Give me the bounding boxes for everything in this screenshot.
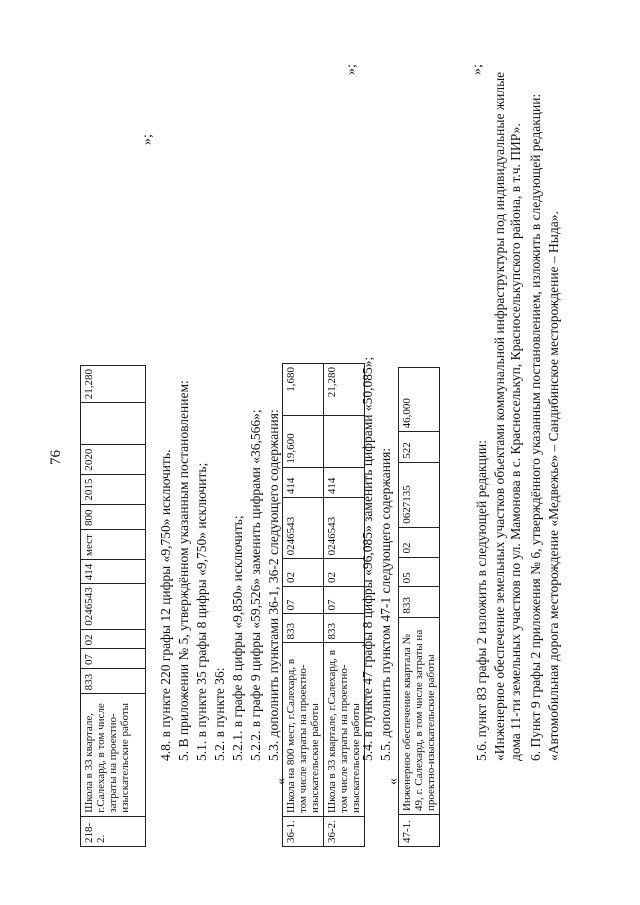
table-cell: 36-1. [283, 817, 324, 847]
closing-quote: »; [140, 134, 155, 145]
table-cell [81, 403, 146, 444]
table-cell: 414 [283, 467, 324, 497]
table-cell: 833 [324, 614, 365, 643]
table-cell: Инженерное обеспечение квартала № 49, г. Салехард, в том числе затраты на проектно-изыскательские работы [399, 617, 440, 814]
table-cell: 833 [283, 614, 324, 643]
table-cell: 07 [81, 649, 146, 669]
table-cell: 05 [399, 557, 440, 587]
table-cell: 21,280 [81, 366, 146, 403]
table-cell: 414 [81, 559, 146, 583]
table-cell: 0246543 [81, 584, 146, 630]
table-cell: 2015 [81, 474, 146, 504]
closing-quote: »; [470, 64, 485, 75]
paragraph-5-2-2: 5.2.2. в графе 9 цифры «59,526» заменить цифрами «36,566»; [248, 409, 263, 761]
table-cell: 1,680 [283, 364, 324, 416]
paragraph-5-1: 5.1. в пункте 35 графы 8 цифры «9,750» исключить; [194, 462, 209, 761]
table-cell: 02 [81, 629, 146, 649]
table-cell: 21,280 [324, 364, 365, 416]
table-cell: 522 [399, 432, 440, 462]
paragraph-5-3: 5.3. дополнить пунктами 36-1, 36-2 следующего содержания: [266, 409, 281, 761]
closing-quote: »; [344, 64, 359, 75]
paragraph-5-2-1: 5.2.1. в графе 8 цифры «9,850» исключить; [230, 515, 245, 761]
table-cell [324, 415, 365, 467]
paragraph-5-6: 5.6. пункт 83 графы 2 изложить в следующей редакции: [474, 439, 489, 761]
table-cell: 833 [399, 587, 440, 617]
paragraph-5-4: 5.4. в пункте 47 графы 8 цифры «96,085» заменить цифрами «50,085»; [360, 356, 375, 761]
table-row [81, 366, 146, 847]
table-cell: 02 [324, 559, 365, 587]
table-cell: Школа в 33 квартале, г.Салехард, в том числе затраты на проектно-изыскательские работы [81, 694, 146, 816]
table-appendix-rows-36 [282, 363, 365, 847]
table-appendix-row-47-1 [398, 367, 440, 847]
table-cell: 02 [399, 527, 440, 557]
table-cell: 46,000 [399, 368, 440, 432]
paragraph-4-8: 4.8. в пункте 220 графы 12 цифры «9,750» исключить. [158, 449, 173, 761]
table-cell: 2020 [81, 444, 146, 474]
table-cell: 19,600 [283, 415, 324, 467]
table-row [324, 364, 365, 847]
paragraph-6: 6. Пункт 9 графы 2 приложения № 6, утверждённого указанным постановлением, изложить в следующей редакции: [528, 93, 543, 761]
table-cell: 07 [324, 586, 365, 614]
table-cell: 47-1. [399, 815, 440, 847]
table-cell: 414 [324, 467, 365, 497]
table-cell: 0246543 [283, 498, 324, 559]
table-cell: мест [81, 530, 146, 560]
paragraph-5-2: 5.2. в пункте 36: [212, 667, 227, 761]
opening-quote: « [274, 778, 289, 785]
table-cell: 07 [283, 586, 324, 614]
table-row [283, 364, 324, 847]
paragraph-5-6-text: «Инженерное обеспечение земельных участков объектами коммунальной инфраструктуры под индивидуальные жилые дома 11-ти земельных участков по ул. Мамонова в с. Красноселькуп, Красноселькупского района, в т.ч. ПИР». [492, 71, 523, 761]
table-appendix-row-218-2 [80, 365, 146, 847]
table-cell: Школа на 800 мест, г.Салехард, в том числе затраты на проектно-изыскательские работы [283, 643, 324, 817]
table-cell: 218-2. [81, 816, 146, 846]
table-cell: Школа в 33 квартале, г.Салехард, в том числе затраты на проектно-изыскательские работы [324, 643, 365, 817]
table-row [399, 368, 440, 847]
paragraph-5: 5. В приложении № 5, утверждённом указанным постановлением: [176, 380, 191, 761]
table-cell: 0246543 [324, 498, 365, 559]
table-cell: 02 [283, 559, 324, 587]
opening-quote: « [386, 778, 401, 785]
table-cell: 800 [81, 504, 146, 529]
table-cell: 36-2. [324, 817, 365, 847]
table-cell: 0627135 [399, 462, 440, 527]
paragraph-5-5: 5.5. дополнить пунктом 47-1 следующего содержания: [378, 447, 393, 761]
page-number: 76 [48, 450, 64, 465]
table-cell: 833 [81, 668, 146, 693]
paragraph-6-text: «Автомобильная дорога месторождение «Медвежье» – Сандибинское месторождение – Ныда». [546, 211, 561, 761]
